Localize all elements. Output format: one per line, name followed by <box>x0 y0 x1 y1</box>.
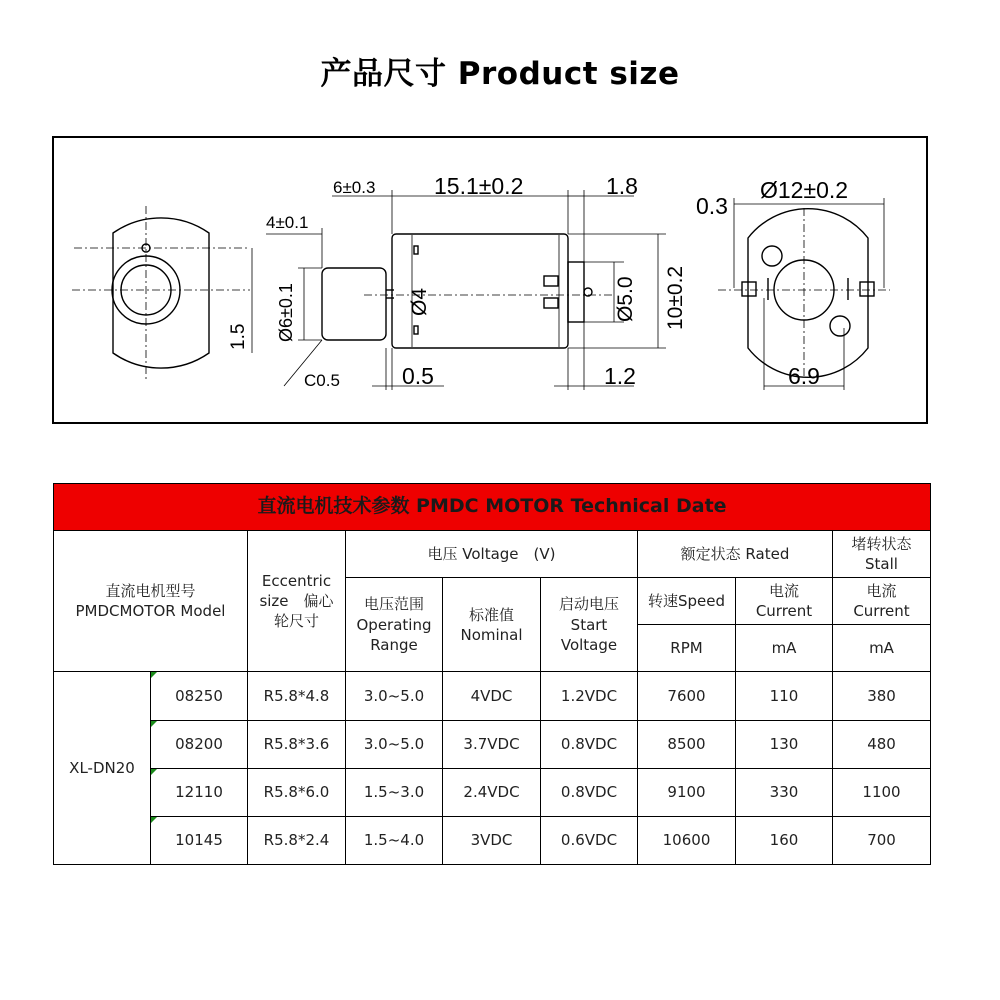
right-view-hole <box>762 246 782 266</box>
row-model: 08250 <box>151 672 248 720</box>
row-speed: 8500 <box>638 720 736 768</box>
right-view-outline <box>748 209 868 378</box>
row-nominal: 2.4VDC <box>443 768 541 816</box>
end-cap <box>568 262 584 322</box>
row-range: 1.5~3.0 <box>346 768 443 816</box>
header-stall-group: 堵转状态 Stall <box>833 531 931 578</box>
row-current: 130 <box>736 720 833 768</box>
row-speed: 10600 <box>638 816 736 864</box>
dim-d12: 1.5 <box>228 323 249 350</box>
dim-d15: 6.9 <box>788 363 820 389</box>
spec-table <box>53 483 931 865</box>
row-ecc: R5.8*2.4 <box>248 816 346 864</box>
row-model: 12110 <box>151 768 248 816</box>
dim-d4: 4±0.1 <box>266 213 309 232</box>
header-model: 直流电机型号 PMDCMOTOR Model <box>54 531 248 672</box>
header-speed: 转速Speed <box>638 578 736 625</box>
row-model: 10145 <box>151 816 248 864</box>
row-speed: 9100 <box>638 768 736 816</box>
table-row <box>54 816 931 864</box>
row-start: 0.8VDC <box>541 768 638 816</box>
dim-d10: 0.5 <box>402 363 434 389</box>
dim-d14: Ø12±0.2 <box>760 177 849 203</box>
dim-d5: Ø4 <box>408 287 431 316</box>
header-nominal: 标准值 Nominal <box>443 578 541 672</box>
drawing-svg <box>54 138 926 422</box>
row-stall: 1100 <box>833 768 931 816</box>
header-current: 电流 Current <box>736 578 833 625</box>
dim-d2: 15.1±0.2 <box>434 173 524 199</box>
row-start: 0.8VDC <box>541 720 638 768</box>
dim-d1: 6±0.3 <box>333 178 376 197</box>
row-stall: 700 <box>833 816 931 864</box>
header-operating-range: 电压范围 Operating Range <box>346 578 443 672</box>
eccentric-wheel <box>322 268 386 340</box>
row-nominal: 3VDC <box>443 816 541 864</box>
table-row <box>54 720 931 768</box>
row-nominal: 4VDC <box>443 672 541 720</box>
header-stall-current: 电流 Current <box>833 578 931 625</box>
dim-d6: Ø6±0.1 <box>276 283 296 342</box>
row-start: 0.6VDC <box>541 816 638 864</box>
dim-d8: 10±0.2 <box>664 265 687 330</box>
left-view-outline <box>113 218 209 368</box>
dim-d13: 0.3 <box>696 193 728 219</box>
right-view-terminal <box>830 316 850 336</box>
series-cell: XL-DN20 <box>54 672 151 865</box>
unit-speed: RPM <box>638 625 736 672</box>
row-current: 330 <box>736 768 833 816</box>
row-ecc: R5.8*4.8 <box>248 672 346 720</box>
row-ecc: R5.8*3.6 <box>248 720 346 768</box>
row-nominal: 3.7VDC <box>443 720 541 768</box>
table-row <box>54 768 931 816</box>
dimension-drawing <box>52 136 928 424</box>
header-eccentric: Eccentric size 偏心 轮尺寸 <box>248 531 346 672</box>
page-title: 产品尺寸 Product size <box>320 56 680 92</box>
row-range: 3.0~5.0 <box>346 720 443 768</box>
row-current: 110 <box>736 672 833 720</box>
row-stall: 380 <box>833 672 931 720</box>
table-header: 直流电机技术参数 PMDC MOTOR Technical Date <box>54 484 931 531</box>
header-rated-group: 额定状态 Rated <box>638 531 833 578</box>
row-range: 3.0~5.0 <box>346 672 443 720</box>
unit-current: mA <box>736 625 833 672</box>
row-speed: 7600 <box>638 672 736 720</box>
table-row <box>54 672 931 720</box>
row-current: 160 <box>736 816 833 864</box>
row-range: 1.5~4.0 <box>346 816 443 864</box>
dim-d7: Ø5.0 <box>614 276 637 322</box>
dim-d3: 1.8 <box>606 173 638 199</box>
unit-stall-current: mA <box>833 625 931 672</box>
header-start-voltage: 启动电压 Start Voltage <box>541 578 638 672</box>
row-ecc: R5.8*6.0 <box>248 768 346 816</box>
dim-d11: 1.2 <box>604 363 636 389</box>
dim-d9: C0.5 <box>304 371 340 390</box>
row-start: 1.2VDC <box>541 672 638 720</box>
row-stall: 480 <box>833 720 931 768</box>
row-model: 08200 <box>151 720 248 768</box>
header-voltage-group: 电压 Voltage (V) <box>346 531 638 578</box>
